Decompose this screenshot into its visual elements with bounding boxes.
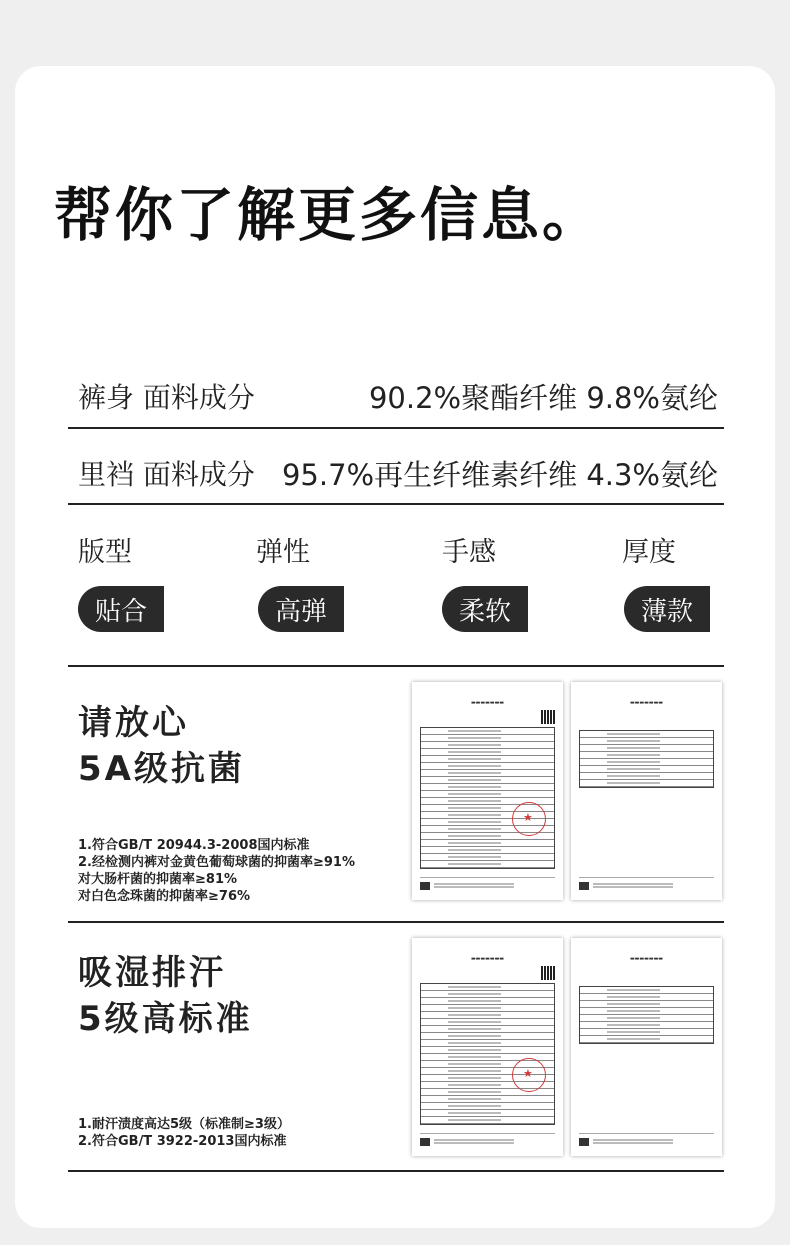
spec-label: 里裆 面料成分 <box>78 458 255 491</box>
feature-title-line: 吸湿排汗 <box>78 953 226 993</box>
test-report-image <box>412 938 563 1156</box>
feature-note: 2.经检测内裤对金黄色葡萄球菌的抑菌率≥91% <box>78 855 355 870</box>
attribute-badge-feel: 柔软 <box>442 586 528 632</box>
attribute-label-thickness: 厚度 <box>622 537 676 568</box>
spec-row-body-fabric <box>78 376 718 416</box>
divider <box>68 503 724 505</box>
attribute-badge-elasticity: 高弹 <box>258 586 344 632</box>
report-footer-graphic <box>579 1133 714 1148</box>
feature-note: 对大肠杆菌的抑菌率≥81% <box>78 872 238 887</box>
report-title-graphic: ▬▬▬▬▬▬▬ <box>629 700 664 706</box>
test-report-image <box>412 682 563 900</box>
feature-title-antibacterial <box>78 700 245 792</box>
report-footer-graphic <box>420 1133 555 1148</box>
feature-notes-antibacterial <box>78 837 355 905</box>
attribute-label-elasticity: 弹性 <box>256 537 310 568</box>
official-seal-icon <box>512 802 546 836</box>
attribute-label-feel: 手感 <box>442 537 496 568</box>
divider <box>68 665 724 667</box>
page-headline: 帮你了解更多信息。 <box>54 181 604 249</box>
qr-code-icon <box>541 966 555 980</box>
report-footer-graphic <box>420 877 555 892</box>
report-table-graphic <box>579 730 714 788</box>
test-report-appendix-image <box>571 682 722 900</box>
feature-title-moisture-wicking <box>78 950 253 1042</box>
spec-value: 90.2%聚酯纤维 9.8%氨纶 <box>368 380 718 415</box>
spec-row-gusset-fabric <box>78 453 718 493</box>
divider <box>68 1170 724 1172</box>
feature-note: 1.耐汗渍度高达5级（标准制≥3级） <box>78 1117 290 1132</box>
official-seal-icon <box>512 1058 546 1092</box>
qr-code-icon <box>541 710 555 724</box>
report-title-graphic: ▬▬▬▬▬▬▬ <box>629 956 664 962</box>
report-table-graphic <box>420 983 555 1125</box>
spec-value: 95.7%再生纤维素纤维 4.3%氨纶 <box>281 457 718 492</box>
attribute-badge-fit: 贴合 <box>78 586 164 632</box>
divider <box>68 427 724 429</box>
feature-note: 1.符合GB/T 20944.3-2008国内标准 <box>78 838 310 853</box>
report-table-graphic <box>579 986 714 1044</box>
spec-label: 裤身 面料成分 <box>78 381 255 414</box>
report-footer-graphic <box>579 877 714 892</box>
feature-title-line: 5A级抗菌 <box>78 749 245 789</box>
feature-title-line: 请放心 <box>78 703 189 743</box>
test-report-appendix-image <box>571 938 722 1156</box>
feature-note: 对白色念珠菌的抑菌率≥76% <box>78 889 251 904</box>
feature-title-line: 5级高标准 <box>78 999 253 1039</box>
report-table-graphic <box>420 727 555 869</box>
attribute-badge-thickness: 薄款 <box>624 586 710 632</box>
feature-note: 2.符合GB/T 3922-2013国内标准 <box>78 1134 287 1149</box>
report-title-graphic: ▬▬▬▬▬▬▬ <box>470 956 505 962</box>
divider <box>68 921 724 923</box>
attribute-label-fit: 版型 <box>78 537 132 568</box>
report-title-graphic: ▬▬▬▬▬▬▬ <box>470 700 505 706</box>
feature-notes-moisture-wicking <box>78 1116 290 1150</box>
